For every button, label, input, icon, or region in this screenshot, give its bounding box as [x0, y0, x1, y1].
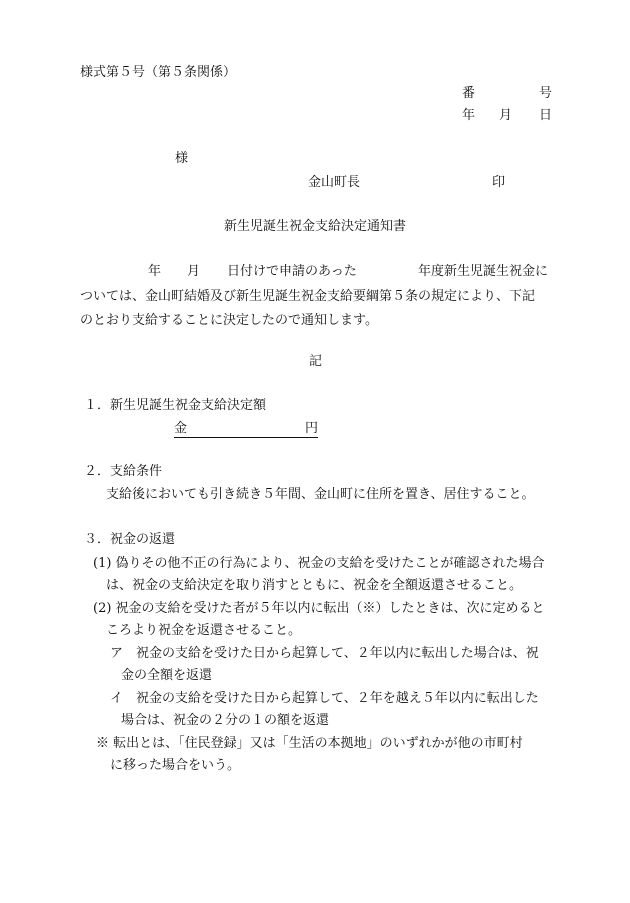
intro-date-month: 月	[187, 264, 201, 279]
amount-suffix: 円	[304, 421, 318, 436]
item-1-line-1: (1) 偽りその他不正の行為により、祝金の支給を受けたことが確認された場合	[93, 556, 545, 571]
form-number: 様式第５号（第５条関係）	[80, 65, 237, 80]
ki-heading: 記	[309, 354, 323, 369]
issue-year-label: 年	[462, 108, 476, 123]
intro-line-2: ついては、金山町結婚及び新生児誕生祝金支給要綱第５条の規定により、下記	[80, 289, 536, 304]
section-2-body: 支給後においても引き続き５年間、金山町に住所を置き、居住すること。	[106, 487, 535, 502]
sub-i-line-1: イ 祝金の支給を受けた日から起算して、２年を越え５年以内に転出した	[110, 691, 539, 706]
item-2-line-1: (2) 祝金の支給を受けた者が５年以内に転出（※）したときは、次に定めると	[93, 601, 545, 616]
transfer-note-line-2: に移った場合をいう。	[110, 758, 241, 773]
sub-a-line-2: 金の全額を返還	[121, 668, 213, 683]
issue-day-label: 日	[539, 108, 553, 123]
number-label-left: 番	[462, 86, 476, 101]
intro-fiscal-rest: 年度新生児誕生祝金に	[418, 264, 549, 279]
issue-month-label: 月	[499, 108, 513, 123]
section-1-heading: １．新生児誕生祝金支給決定額	[84, 398, 267, 413]
item-1-line-2: は、祝金の支給決定を取り消すとともに、祝金を全額返還させること。	[106, 578, 523, 593]
section-3-heading: ３．祝金の返還	[84, 532, 176, 547]
section-2-heading: ２．支給条件	[84, 464, 163, 479]
document-title: 新生児誕生祝金支給決定通知書	[224, 219, 407, 234]
sub-a-line-1: ア 祝金の支給を受けた日から起算して、２年以内に転出した場合は、祝	[110, 646, 539, 661]
intro-date-rest: 日付けで申請のあった	[227, 264, 357, 279]
recipient-suffix: 様	[175, 151, 189, 166]
intro-date-year: 年	[148, 264, 162, 279]
sender-name: 金山町長	[308, 175, 361, 190]
seal-mark: 印	[492, 175, 506, 190]
item-2-line-2: ころより祝金を返還させること。	[106, 623, 302, 638]
intro-line-3: のとおり支給することに決定したので通知します。	[80, 313, 378, 328]
number-label-right: 号	[539, 86, 553, 101]
transfer-note-line-1: ※ 転出とは、「住民登録」又は「生活の本拠地」のいずれかが他の市町村	[96, 736, 523, 751]
amount-line	[174, 422, 318, 438]
sub-i-line-2: 場合は、祝金の２分の１の額を返還	[121, 713, 330, 728]
amount-prefix: 金	[174, 421, 188, 436]
